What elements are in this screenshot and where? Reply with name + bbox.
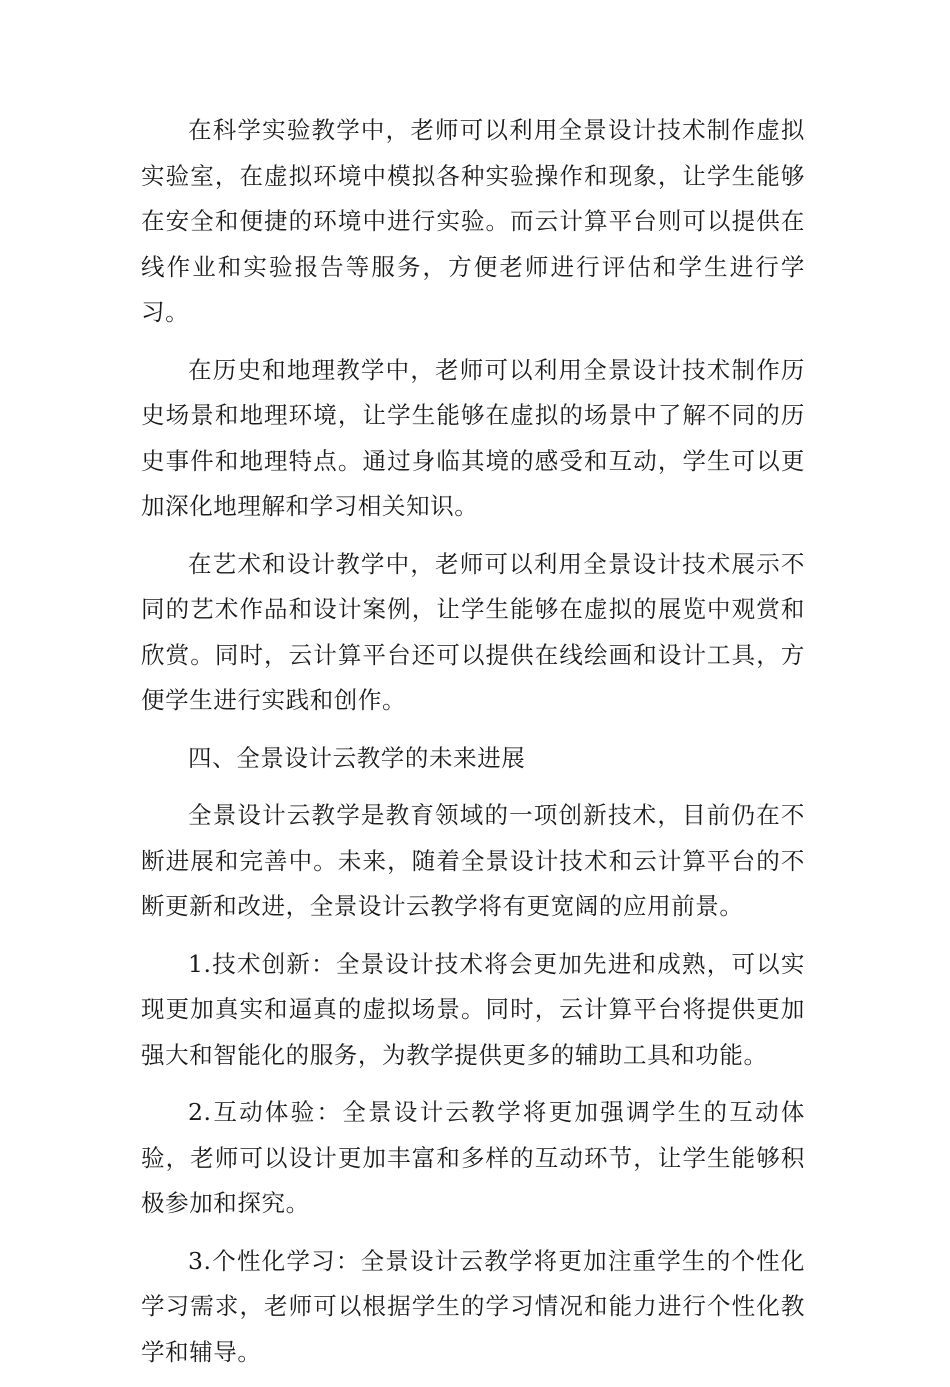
list-item-interactive-experience: 2.互动体验：全景设计云教学将更加强调学生的互动体验，老师可以设计更加丰富和多样的互动环节，让学生能够积极参加和探究。: [141, 1098, 805, 1217]
list-item-personalized-learning: 3.个性化学习：全景设计云教学将更加注重学生的个性化学习需求，老师可以根据学生的学习情况和能力进行个性化教学和辅导。: [141, 1246, 805, 1366]
document-body: [141, 108, 805, 1387]
paragraph-art-design-teaching: 在艺术和设计教学中，老师可以利用全景设计技术展示不同的艺术作品和设计案例，让学生能够在虚拟的展览中观赏和欣赏。同时，云计算平台还可以提供在线绘画和设计工具，方便学生进行实践和创作。: [141, 549, 805, 714]
paragraph-science-teaching: 在科学实验教学中，老师可以利用全景设计技术制作虚拟实验室，在虚拟环境中模拟各种实验操作和现象，让学生能够在安全和便捷的环境中进行实验。而云计算平台则可以提供在线作业和实验报告等服务，方便老师进行评估和学生进行学习。: [141, 116, 805, 326]
section-heading-future: 四、全景设计云教学的未来进展: [188, 743, 526, 772]
paragraph-history-geography-teaching: 在历史和地理教学中，老师可以利用全景设计技术制作历史场景和地理环境，让学生能够在虚拟的场景中了解不同的历史事件和地理特点。通过身临其境的感受和互动，学生可以更加深化地理解和学习相关知识。: [141, 355, 805, 520]
list-item-tech-innovation: 1.技术创新：全景设计技术将会更加先进和成熟，可以实现更加真实和逼真的虚拟场景。同时，云计算平台将提供更加强大和智能化的服务，为教学提供更多的辅助工具和功能。: [141, 949, 805, 1069]
paragraph-future-intro: 全景设计云教学是教育领域的一项创新技术，目前仍在不断进展和完善中。未来，随着全景设计技术和云计算平台的不断更新和改进，全景设计云教学将有更宽阔的应用前景。: [141, 801, 805, 920]
